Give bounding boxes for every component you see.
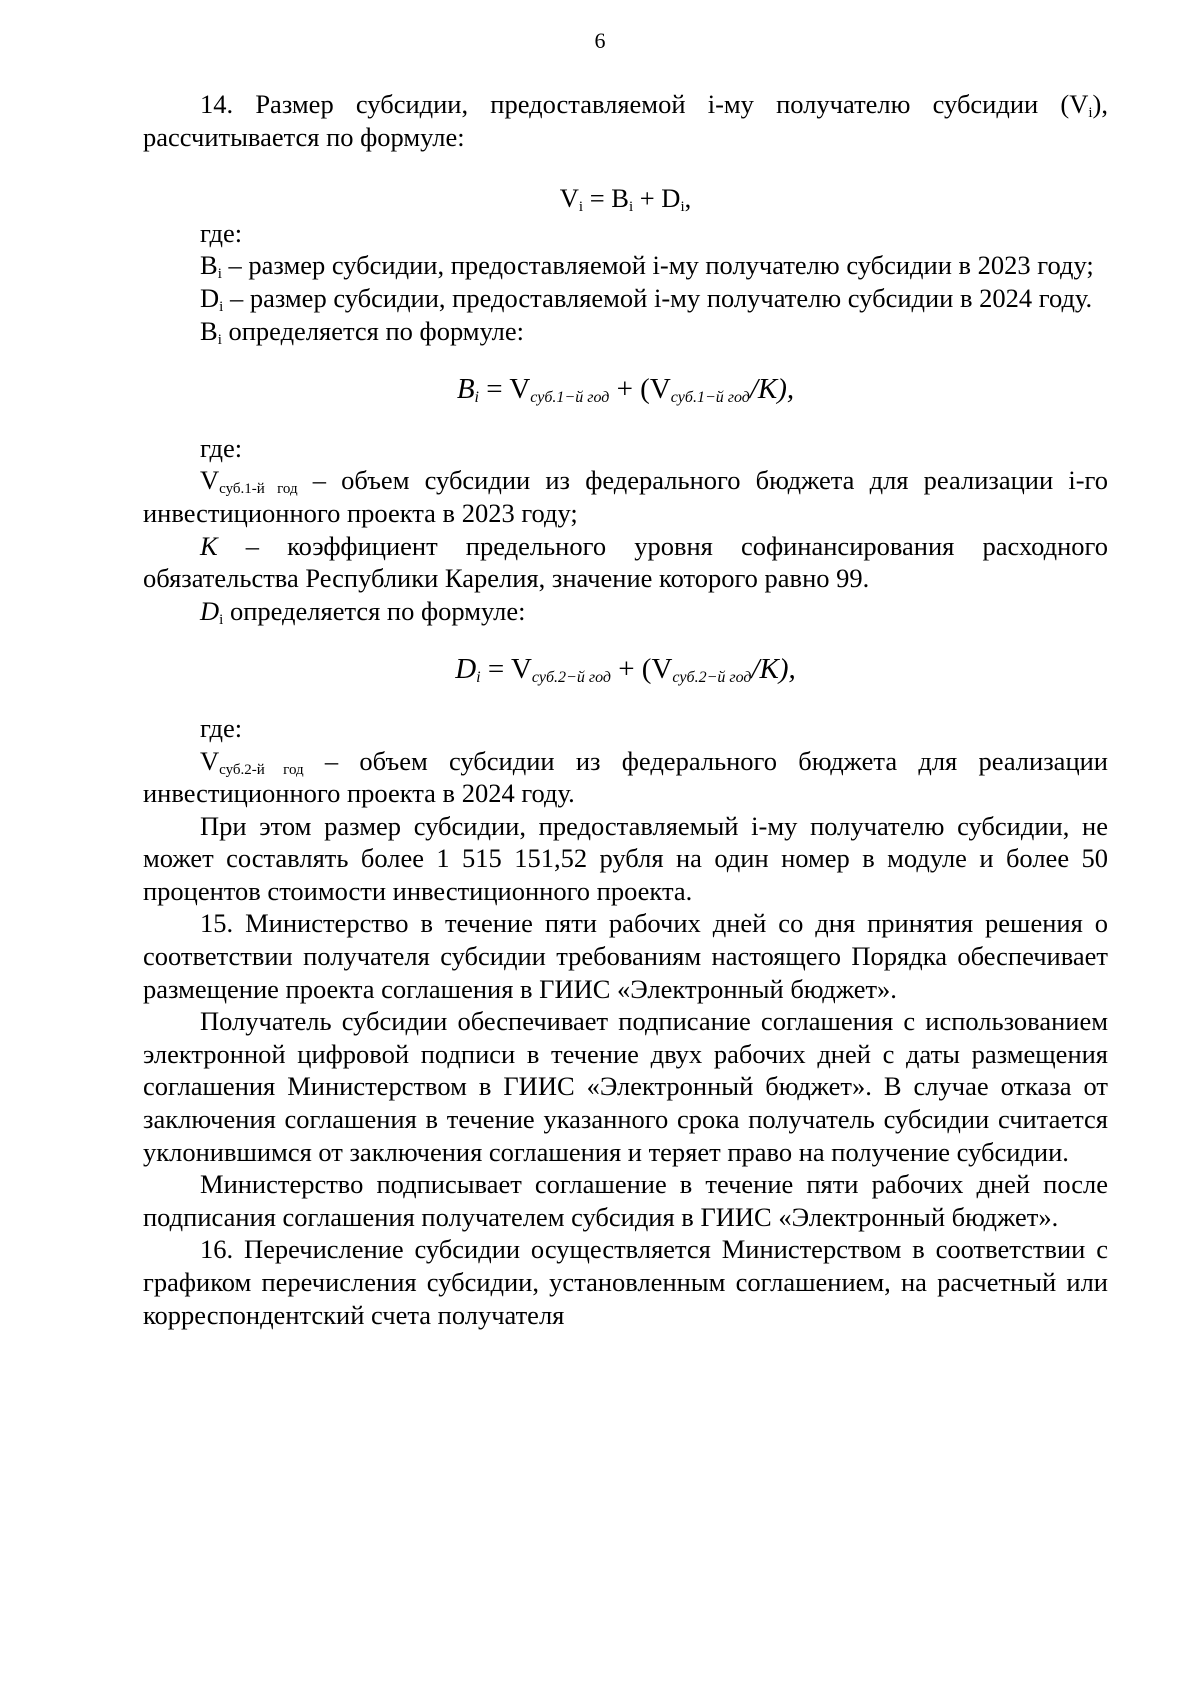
paragraph-ministry: Министерство подписывает соглашение в течение пяти рабочих дней после подписания соглашения получателем субсидия в ГИИС «Электронный бюджет». <box>143 1169 1108 1232</box>
where-label: где: <box>200 217 243 248</box>
definition-v-sub-2: $V_{суб.2-й год}$ – объем субсидии из федерального бюджета для реализации инвестиционного проекта в 2024 году. <box>143 745 1108 809</box>
b-formula-intro: $B_i$ определяется по формуле: <box>200 315 525 348</box>
page-number: 6 <box>594 28 606 53</box>
paragraph-14-intro: 14. Размер субсидии, предоставляемой i-му получателю субсидии $(V_i)$, рассчитывается по формуле: <box>143 89 1108 152</box>
d-formula-intro: $D_i$ определяется по формуле: <box>200 595 526 628</box>
definition-k: К – коэффициент предельного уровня софинансирования расходного обязательства Республики Карелия, значение которого равно 99. <box>143 530 1108 594</box>
paragraph-16: 16. Перечисление субсидии осуществляется Министерством в соответствии с графиком перечисления субсидии, установленным соглашением, на расчетный или корреспондентский счета получателя <box>143 1234 1108 1330</box>
document-body <box>143 88 1108 1331</box>
definition-v-sub-1: $V_{суб.1-й год}$ – объем субсидии из федерального бюджета для реализации i-го инвестиционного проекта в 2023 году; <box>143 465 1108 528</box>
formula-b: $B_i = V_{суб.1-й год} + (V_{суб.1-й год}/K)$, <box>456 373 795 407</box>
definition-d: $D_i$ – размер субсидии, предоставляемой i-му получателю субсидии в 2024 году. <box>200 282 1093 315</box>
where-label-3: где: <box>200 712 243 743</box>
paragraph-recipient: Получатель субсидии обеспечивает подписание соглашения с использованием электронной цифровой подписи в течение двух рабочих дней с даты размещения соглашения Министерством в ГИИС «Электронный бюджет». В случае отказа от заключения соглашения в течение указанного срока получатель субсидии считается уклонившимся от заключения соглашения и теряет право на получение субсидии. <box>143 1006 1108 1167</box>
paragraph-15: 15. Министерство в течение пяти рабочих дней со дня принятия решения о соответствии получателя субсидии требованиям настоящего Порядка обеспечивает размещение проекта соглашения в ГИИС «Электронный бюджет». <box>143 908 1108 1004</box>
formula-d: $D_i = V_{суб.2-й год} + (V_{суб.2-й год}/K)$, <box>455 653 796 687</box>
where-label-2: где: <box>200 432 243 463</box>
definition-b: $B_i$ – размер субсидии, предоставляемой i-му получателю субсидии в 2023 году; <box>200 250 1094 283</box>
formula-v-total: $V_i = B_i + D_i$, <box>559 183 692 216</box>
paragraph-limit: При этом размер субсидии, предоставляемый i-му получателю субсидии, не может составлять более 1 515 151,52 рубля на один номер в модуле и более 50 процентов стоимости инвестиционного проекта. <box>143 810 1108 906</box>
